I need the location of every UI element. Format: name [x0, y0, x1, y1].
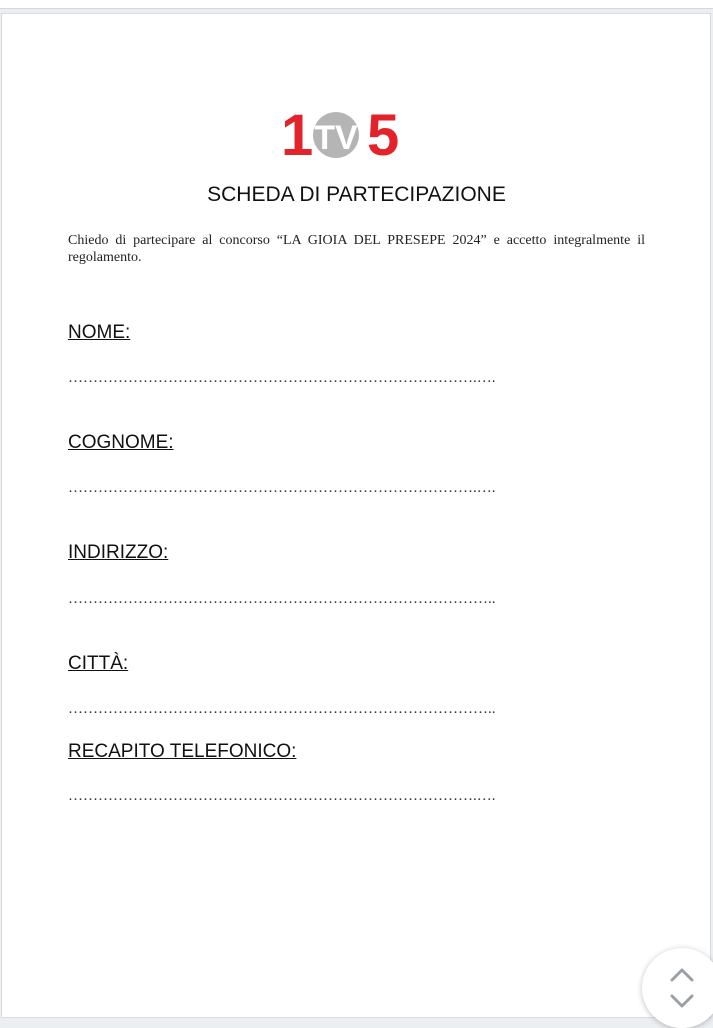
field-label-indirizzo: INDIRIZZO: [68, 542, 169, 563]
field-label-nome: NOME: [68, 322, 131, 343]
chevron-down-icon [672, 996, 692, 1006]
logo-tv-text: TV [314, 119, 358, 157]
field-label-citta: CITTÀ: [68, 653, 129, 674]
field-label-cognome: COGNOME: [68, 432, 174, 453]
page-nav-icons [668, 966, 696, 1010]
document-title: SCHEDA DI PARTECIPAZIONE [207, 183, 506, 206]
page-nav-button[interactable] [642, 948, 713, 1028]
field-label-recapito: RECAPITO TELEFONICO: [68, 741, 297, 762]
logo-digit-1: 1 [281, 103, 314, 159]
logo-digit-5: 5 [367, 103, 400, 159]
intro-paragraph: Chiedo di partecipare al concorso “LA GIOIA DEL PRESEPE 2024” e accetto integralmente il regolamento. [68, 233, 645, 265]
field-line-cognome: ……………………………………………………………………….…. [68, 480, 496, 496]
field-line-citta: ………………………………………………………………………….. [68, 701, 496, 717]
field-line-recapito: ……………………………………………………………………….…. [68, 788, 496, 804]
document-page [1, 13, 711, 1018]
viewer-top-bar [0, 0, 713, 9]
logo-1tv5 [281, 97, 405, 159]
field-line-nome: ……………………………………………………………………….…. [68, 370, 496, 386]
chevron-up-icon [672, 970, 692, 980]
field-line-indirizzo: ………………………………………………………………………….. [68, 591, 496, 607]
